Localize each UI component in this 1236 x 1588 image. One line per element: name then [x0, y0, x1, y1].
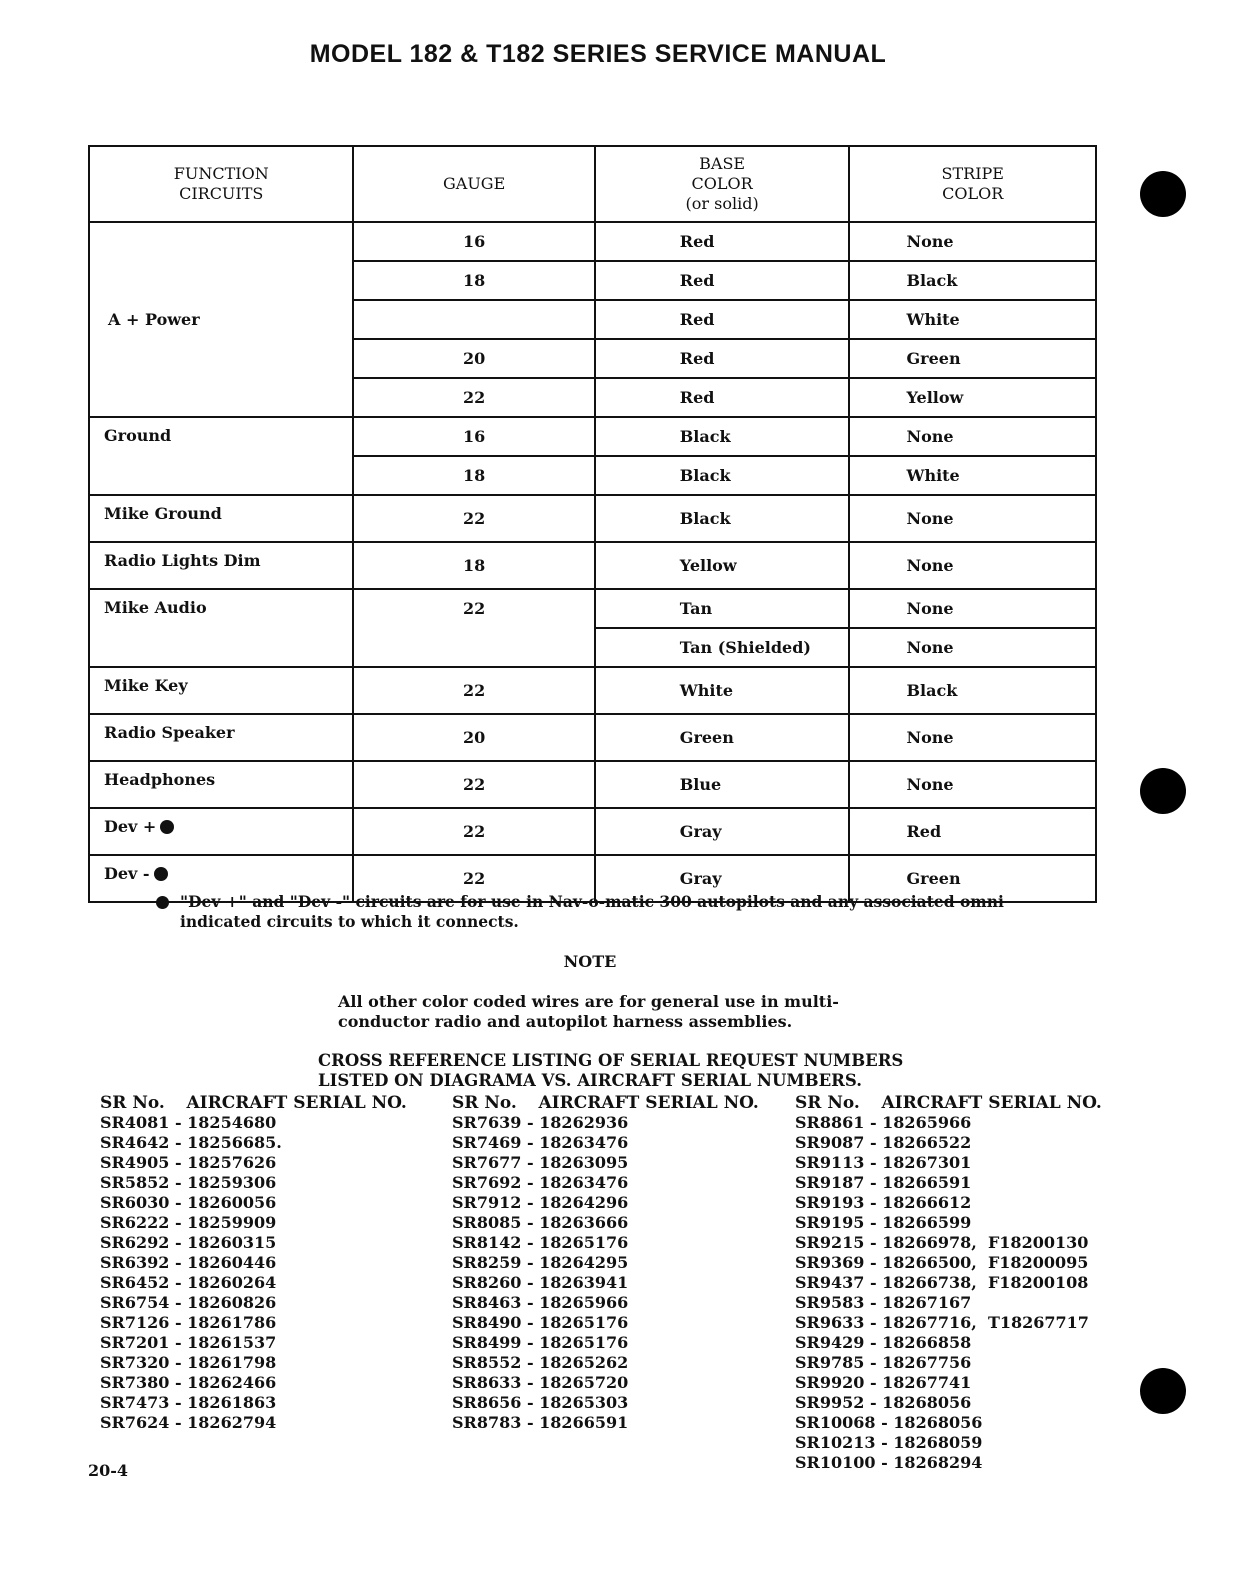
- aircraft-serial-header: AIRCRAFT SERIAL NO.: [538, 1093, 759, 1113]
- gauge-cell: 22: [353, 667, 594, 714]
- table-row: [89, 808, 1096, 855]
- base-color-cell: Gray: [595, 855, 850, 902]
- serial-entry: SR8142 - 18265176: [452, 1233, 629, 1252]
- serial-entry: SR9187 - 18266591: [795, 1173, 972, 1192]
- margin-dot-marker: [1140, 1368, 1186, 1414]
- serial-entry: SR7469 - 18263476: [452, 1133, 629, 1152]
- bullet-icon: [160, 820, 174, 834]
- function-cell: [89, 808, 353, 855]
- gauge-cell: 18: [353, 456, 594, 495]
- stripe-color-cell: Green: [849, 855, 1096, 902]
- serial-entry: SR8463 - 18265966: [452, 1293, 629, 1312]
- table-row: [89, 667, 1096, 714]
- function-label: Dev -: [104, 864, 150, 883]
- serial-entry: SR9193 - 18266612: [795, 1193, 972, 1212]
- base-color-cell: Red: [595, 378, 850, 417]
- serial-entry: SR9087 - 18266522: [795, 1133, 972, 1152]
- function-cell: [89, 222, 353, 417]
- bullet-icon: [154, 867, 168, 881]
- wire-color-table: [88, 145, 1097, 903]
- base-color-cell: Yellow: [595, 542, 850, 589]
- stripe-color-cell: None: [849, 417, 1096, 456]
- serial-entry: SR6030 - 18260056: [100, 1193, 277, 1212]
- function-cell: [89, 542, 353, 589]
- serial-entry: SR6754 - 18260826: [100, 1293, 277, 1312]
- gauge-cell: 22: [353, 495, 594, 542]
- serial-entry: SR9429 - 18266858: [795, 1333, 972, 1352]
- table-row: [89, 714, 1096, 761]
- stripe-color-cell: None: [849, 542, 1096, 589]
- gauge-cell: 22: [353, 589, 594, 667]
- serial-column-header: [795, 1093, 1102, 1113]
- gauge-cell: 20: [353, 714, 594, 761]
- serial-entry: SR4642 - 18256685.: [100, 1133, 282, 1152]
- stripe-color-cell: Black: [849, 261, 1096, 300]
- serial-entry: SR4081 - 18254680: [100, 1113, 277, 1132]
- gauge-cell: 18: [353, 542, 594, 589]
- aircraft-serial-header: AIRCRAFT SERIAL NO.: [881, 1093, 1102, 1113]
- stripe-color-cell: White: [849, 300, 1096, 339]
- base-color-cell: Blue: [595, 761, 850, 808]
- function-label: Mike Audio: [104, 598, 207, 617]
- serial-entry: SR8783 - 18266591: [452, 1413, 629, 1432]
- serial-entry: SR9215 - 18266978, F18200130: [795, 1233, 1089, 1252]
- gauge-cell: 22: [353, 855, 594, 902]
- serial-entry: SR7126 - 18261786: [100, 1313, 277, 1332]
- table-header-row: [89, 146, 1096, 222]
- serial-entry: SR7677 - 18263095: [452, 1153, 629, 1172]
- page-number: 20-4: [88, 1461, 129, 1480]
- column-header-stripe-color: STRIPE COLOR: [849, 146, 1096, 222]
- base-color-cell: White: [595, 667, 850, 714]
- function-cell: [89, 761, 353, 808]
- serial-entry: SR7624 - 18262794: [100, 1413, 277, 1432]
- stripe-color-cell: None: [849, 628, 1096, 667]
- margin-dot-marker: [1140, 768, 1186, 814]
- serial-entry: SR7639 - 18262936: [452, 1113, 629, 1132]
- base-color-cell: Green: [595, 714, 850, 761]
- column-header-base-color: BASE COLOR (or solid): [595, 146, 850, 222]
- cross-reference-title-line: CROSS REFERENCE LISTING OF SERIAL REQUEST NUMBERS: [318, 1051, 904, 1070]
- serial-entry: SR4905 - 18257626: [100, 1153, 277, 1172]
- gauge-cell: 16: [353, 417, 594, 456]
- function-cell: [89, 417, 353, 495]
- stripe-color-cell: None: [849, 222, 1096, 261]
- function-label: Radio Speaker: [104, 723, 235, 742]
- serial-entry: SR10213 - 18268059: [795, 1433, 983, 1452]
- gauge-cell: 20: [353, 339, 594, 378]
- sr-number-header: SR No.: [452, 1093, 517, 1113]
- function-label: Mike Ground: [104, 504, 222, 523]
- base-color-cell: Red: [595, 300, 850, 339]
- stripe-color-cell: None: [849, 495, 1096, 542]
- base-color-cell: Black: [595, 495, 850, 542]
- serial-entry: SR9437 - 18266738, F18200108: [795, 1273, 1089, 1292]
- table-row: [89, 542, 1096, 589]
- base-color-cell: Red: [595, 222, 850, 261]
- serial-entry: SR6222 - 18259909: [100, 1213, 277, 1232]
- serial-entry: SR9785 - 18267756: [795, 1353, 972, 1372]
- serial-entry: SR8861 - 18265966: [795, 1113, 972, 1132]
- serial-entry: SR8552 - 18265262: [452, 1353, 629, 1372]
- cross-reference-title: [318, 1051, 903, 1091]
- serial-column: [795, 1093, 1102, 1473]
- serial-entry: SR9952 - 18268056: [795, 1393, 972, 1412]
- function-cell: [89, 714, 353, 761]
- aircraft-serial-header: AIRCRAFT SERIAL NO.: [186, 1093, 407, 1113]
- serial-entry: SR6452 - 18260264: [100, 1273, 277, 1292]
- serial-entry: SR8260 - 18263941: [452, 1273, 629, 1292]
- serial-column-header: [452, 1093, 759, 1113]
- serial-entry: SR8499 - 18265176: [452, 1333, 629, 1352]
- margin-dot-marker: [1140, 171, 1186, 217]
- footnote-text: "Dev +" and "Dev -" circuits are for use in Nav-o-matic 300 autopilots and any associated omni indicated circuits to which it connects.: [180, 892, 1004, 931]
- serial-entry: SR8633 - 18265720: [452, 1373, 629, 1392]
- stripe-color-cell: None: [849, 589, 1096, 628]
- sr-number-header: SR No.: [100, 1093, 165, 1113]
- cross-reference-title-line: LISTED ON DIAGRAMA VS. AIRCRAFT SERIAL NUMBERS.: [318, 1071, 862, 1090]
- gauge-cell: 22: [353, 761, 594, 808]
- stripe-color-cell: Black: [849, 667, 1096, 714]
- function-cell: [89, 667, 353, 714]
- serial-entry: SR8085 - 18263666: [452, 1213, 629, 1232]
- sr-number-header: SR No.: [795, 1093, 860, 1113]
- gauge-cell: 22: [353, 378, 594, 417]
- table-row: [89, 761, 1096, 808]
- serial-entry: SR7912 - 18264296: [452, 1193, 629, 1212]
- function-label: Dev +: [104, 817, 157, 836]
- serial-column-header: [100, 1093, 407, 1113]
- serial-entry: SR6292 - 18260315: [100, 1233, 277, 1252]
- serial-entry: SR8656 - 18265303: [452, 1393, 629, 1412]
- serial-entry: SR6392 - 18260446: [100, 1253, 277, 1272]
- serial-entry: SR10100 - 18268294: [795, 1453, 983, 1472]
- function-label: Headphones: [104, 770, 216, 789]
- footnote: [156, 892, 1016, 932]
- gauge-cell: 16: [353, 222, 594, 261]
- function-label: Radio Lights Dim: [104, 551, 261, 570]
- serial-entry: SR8259 - 18264295: [452, 1253, 629, 1272]
- function-label: A + Power: [108, 310, 200, 329]
- stripe-color-cell: Green: [849, 339, 1096, 378]
- bullet-icon: [156, 896, 169, 909]
- note-body: All other color coded wires are for general use in multi-conductor radio and autopilot harness assemblies.: [338, 992, 839, 1031]
- serial-entry: SR7320 - 18261798: [100, 1353, 277, 1372]
- serial-entry: SR10068 - 18268056: [795, 1413, 983, 1432]
- serial-entry: SR9583 - 18267167: [795, 1293, 972, 1312]
- base-color-cell: Black: [595, 417, 850, 456]
- gauge-cell: [353, 300, 594, 339]
- table-row: [89, 495, 1096, 542]
- base-color-cell: Red: [595, 261, 850, 300]
- serial-entry: SR9195 - 18266599: [795, 1213, 972, 1232]
- serial-entry: SR7473 - 18261863: [100, 1393, 277, 1412]
- stripe-color-cell: None: [849, 714, 1096, 761]
- stripe-color-cell: White: [849, 456, 1096, 495]
- note-heading: NOTE: [563, 952, 617, 971]
- serial-entry: SR7201 - 18261537: [100, 1333, 277, 1352]
- serial-entry: SR5852 - 18259306: [100, 1173, 277, 1192]
- base-color-cell: Gray: [595, 808, 850, 855]
- function-label: Mike Key: [104, 676, 188, 695]
- base-color-cell: Tan: [595, 589, 850, 628]
- column-header-gauge: GAUGE: [353, 146, 594, 222]
- table-row: [89, 589, 1096, 628]
- serial-column: [100, 1093, 407, 1433]
- gauge-cell: 22: [353, 808, 594, 855]
- table-row: [89, 222, 1096, 261]
- base-color-cell: Red: [595, 339, 850, 378]
- gauge-cell: 18: [353, 261, 594, 300]
- stripe-color-cell: Red: [849, 808, 1096, 855]
- serial-entry: SR9113 - 18267301: [795, 1153, 972, 1172]
- stripe-color-cell: None: [849, 761, 1096, 808]
- table-row: [89, 417, 1096, 456]
- base-color-cell: Tan (Shielded): [595, 628, 850, 667]
- column-header-function: FUNCTION CIRCUITS: [89, 146, 353, 222]
- function-label: Ground: [104, 426, 172, 445]
- serial-entry: SR7380 - 18262466: [100, 1373, 277, 1392]
- serial-column: [452, 1093, 759, 1433]
- serial-entry: SR9920 - 18267741: [795, 1373, 972, 1392]
- serial-entry: SR9369 - 18266500, F18200095: [795, 1253, 1089, 1272]
- stripe-color-cell: Yellow: [849, 378, 1096, 417]
- serial-entry: SR8490 - 18265176: [452, 1313, 629, 1332]
- function-cell: [89, 495, 353, 542]
- serial-entry: SR7692 - 18263476: [452, 1173, 629, 1192]
- function-cell: [89, 589, 353, 667]
- base-color-cell: Black: [595, 456, 850, 495]
- page-title: MODEL 182 & T182 SERIES SERVICE MANUAL: [309, 40, 887, 68]
- serial-entry: SR9633 - 18267716, T18267717: [795, 1313, 1089, 1332]
